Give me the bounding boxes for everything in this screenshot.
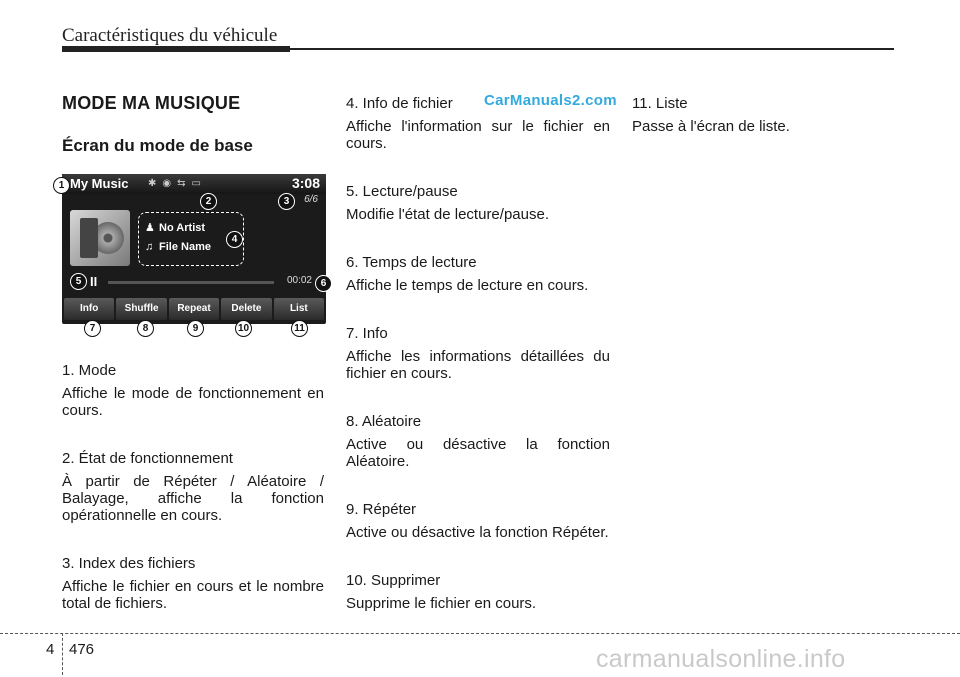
sub-title: Écran du mode de base: [62, 136, 253, 155]
item-file-info: [346, 95, 610, 152]
item-repeat: [346, 501, 610, 541]
artist-line: [145, 221, 205, 234]
watermark-bottom: carmanualsonline.info: [596, 645, 846, 673]
screen-status-bar: [62, 174, 326, 194]
delete-button: Delete: [221, 298, 271, 320]
item-desc: Active ou désactive la fonction Répéter.: [346, 524, 609, 541]
pause-icon: II: [90, 274, 98, 289]
callout-9: 9: [187, 320, 204, 337]
button-row: [64, 298, 324, 320]
callout-7: 7: [84, 320, 101, 337]
callout-4: 4: [226, 231, 243, 248]
item-desc: Affiche le temps de lecture en cours.: [346, 277, 589, 294]
shuffle-button: Shuffle: [116, 298, 166, 320]
item-title: 11. Liste: [632, 95, 688, 112]
callout-3: 3: [278, 193, 295, 210]
item-desc: Supprime le fichier en cours.: [346, 595, 537, 612]
music-note-icon: ♫: [145, 241, 154, 253]
repeat-button: Repeat: [169, 298, 219, 320]
item-title: 9. Répéter: [346, 501, 417, 518]
screen-clock: 3:08: [291, 175, 320, 191]
file-name-text: File Name: [159, 241, 211, 253]
callout-10: 10: [235, 320, 252, 337]
callout-8: 8: [137, 320, 154, 337]
header-rule: [62, 48, 894, 50]
footer-divider: [62, 633, 63, 675]
play-time: 00:02: [286, 275, 312, 286]
progress-bar: [108, 281, 274, 284]
item-play-pause: [346, 183, 610, 223]
file-line: [145, 241, 211, 253]
item-desc: Affiche l'information sur le fichier en cours.: [346, 118, 610, 152]
item-info: [346, 325, 610, 382]
item-title: 10. Supprimer: [346, 572, 441, 589]
album-art: [70, 210, 130, 266]
item-desc: Active ou désactive la fonction Aléatoire.: [346, 436, 610, 470]
item-title: 3. Index des fichiers: [62, 555, 196, 572]
callout-11: 11: [291, 320, 308, 337]
item-title: 4. Info de fichier: [346, 95, 453, 112]
item-shuffle: [346, 413, 610, 470]
page-number: 476: [69, 641, 95, 658]
item-title: 6. Temps de lecture: [346, 254, 477, 271]
item-play-time: [346, 254, 610, 294]
case-icon: [80, 218, 98, 258]
item-desc: Affiche les informations détaillées du fichier en cours.: [346, 348, 610, 382]
chapter-number: 4: [46, 641, 55, 658]
callout-5: 5: [70, 273, 87, 290]
item-desc: Affiche le mode de fonctionnement en cours.: [62, 385, 324, 419]
item-title: 7. Info: [346, 325, 388, 342]
column-3: [632, 95, 894, 166]
callout-2: 2: [200, 193, 217, 210]
status-icons: ✱◉⇆▭: [148, 178, 207, 189]
item-mode: [62, 362, 324, 419]
item-desc: Passe à l'écran de liste.: [632, 118, 790, 135]
watermark-top: CarManuals2.com: [484, 92, 617, 109]
column-1: [62, 362, 324, 643]
header-title: Caractéristiques du véhicule: [62, 25, 278, 46]
item-list: [632, 95, 894, 135]
item-file-index: [62, 555, 324, 612]
item-operating-state: [62, 450, 324, 524]
list-button: List: [274, 298, 324, 320]
item-title: 8. Aléatoire: [346, 413, 422, 430]
item-desc: À partir de Répéter / Aléatoire / Balayage, affiche la fonction opérationnelle en cours.: [62, 473, 324, 524]
column-2: [346, 95, 610, 643]
item-title: 1. Mode: [62, 362, 117, 379]
item-desc: Modifie l'état de lecture/pause.: [346, 206, 549, 223]
item-desc: Affiche le fichier en cours et le nombre total de fichiers.: [62, 578, 324, 612]
callout-1: 1: [53, 177, 70, 194]
item-title: 2. État de fonctionnement: [62, 450, 233, 467]
item-title: 5. Lecture/pause: [346, 183, 458, 200]
footer-rule: [0, 633, 960, 634]
callout-6: 6: [315, 275, 332, 292]
person-icon: ♟: [145, 222, 155, 234]
info-button: Info: [64, 298, 114, 320]
item-delete: [346, 572, 610, 612]
screen-mode-title: My Music: [70, 176, 129, 191]
file-index: 6/6: [304, 194, 318, 205]
section-title: MODE MA MUSIQUE: [62, 93, 241, 113]
artist-text: No Artist: [159, 222, 206, 234]
